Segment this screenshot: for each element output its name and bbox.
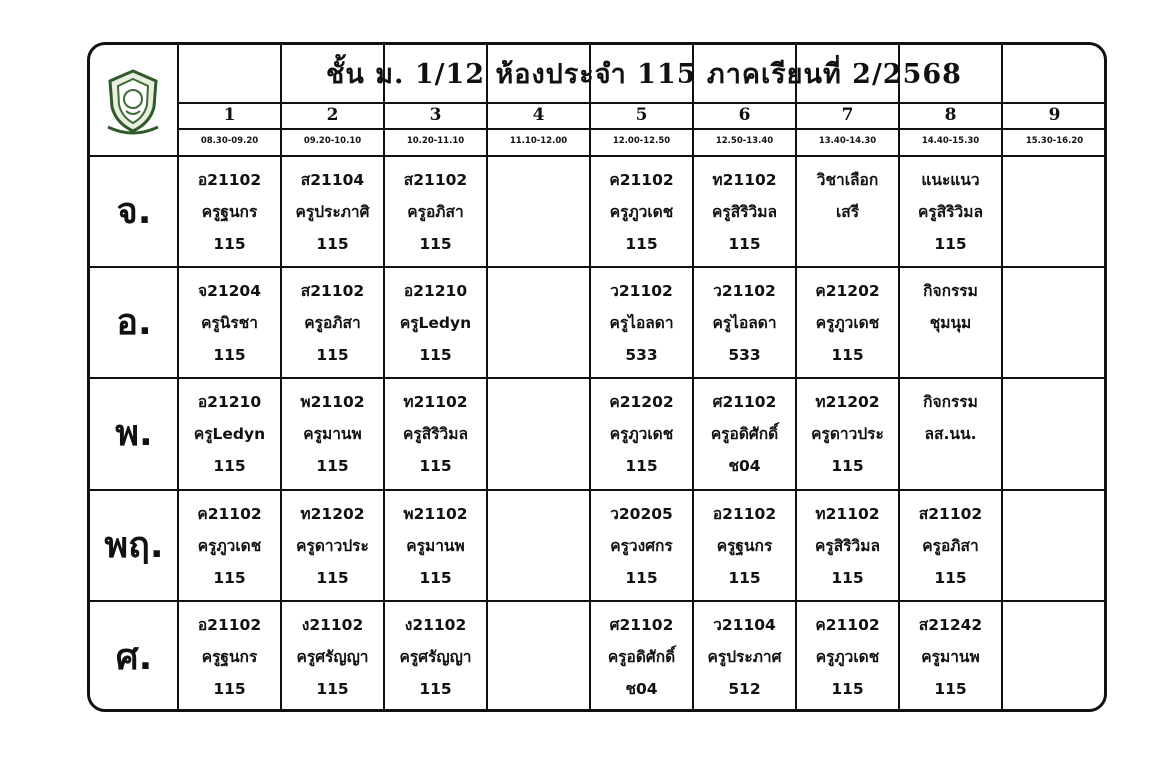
teacher-name: ครูสิริวิมล	[815, 537, 880, 555]
timetable-cell	[281, 609, 384, 705]
room-number: 115	[934, 235, 967, 253]
period-time: 12.50-13.40	[715, 136, 774, 146]
room-number	[487, 228, 590, 260]
period-number: 1	[223, 105, 236, 125]
subject-code	[1002, 498, 1107, 530]
period-time: 09.20-10.10	[303, 136, 362, 146]
room-number: 115	[316, 235, 349, 253]
subject-code: ท21202	[815, 393, 880, 411]
day-label: ศ.	[115, 637, 153, 678]
teacher-name	[1002, 418, 1107, 450]
teacher-name	[1002, 641, 1107, 673]
subject-code: ค21202	[815, 282, 880, 300]
day-label: จ.	[116, 191, 152, 232]
teacher-name: ครูอภิสา	[304, 314, 361, 332]
period-time: 13.40-14.30	[818, 136, 877, 146]
room-number: ช04	[625, 680, 658, 698]
subject-code: วิชาเลือก	[816, 171, 879, 189]
room-number: 115	[316, 569, 349, 587]
day-label: พ.	[115, 413, 153, 454]
subject-code	[1002, 609, 1107, 641]
subject-code: ค21102	[609, 171, 674, 189]
timetable-cell	[796, 498, 899, 594]
room-number: 115	[213, 680, 246, 698]
subject-code: ส21102	[918, 505, 983, 523]
room-number	[899, 450, 1002, 482]
subject-code	[487, 386, 590, 418]
subject-code: ง21102	[301, 616, 364, 634]
period-number: 9	[1048, 105, 1061, 125]
period-number: 3	[429, 105, 442, 125]
period-number: 4	[532, 105, 545, 125]
room-number: 115	[316, 457, 349, 475]
day-label: พฤ.	[104, 525, 164, 566]
subject-code: ศ21102	[609, 616, 674, 634]
subject-code: ค21102	[815, 616, 880, 634]
school-crest-icon	[104, 67, 162, 137]
room-number: 533	[728, 346, 761, 364]
period-number: 5	[635, 105, 648, 125]
subject-code: ง21102	[404, 616, 467, 634]
subject-code: ท21202	[300, 505, 365, 523]
timetable-cell	[796, 164, 899, 260]
teacher-name: ครูไอลดา	[609, 314, 674, 332]
subject-code: ว20205	[610, 505, 673, 523]
teacher-name: ครูมานพ	[921, 648, 980, 666]
teacher-name: ชุมนุม	[929, 314, 972, 332]
teacher-name: ครูอดิศักดิ์	[710, 425, 779, 443]
subject-code: จ21204	[197, 282, 261, 300]
subject-code: ส21104	[300, 171, 365, 189]
timetable-cell	[1002, 164, 1107, 260]
teacher-name: ครูดาวประ	[296, 537, 369, 555]
teacher-name: ครูประภาศิ	[295, 203, 370, 221]
teacher-name: ครูสิริวิมล	[712, 203, 777, 221]
room-number: 115	[419, 235, 452, 253]
teacher-name: ครูนิรชา	[201, 314, 258, 332]
period-time: 14.40-15.30	[921, 136, 980, 146]
row-divider	[90, 600, 1107, 602]
period-number: 7	[841, 105, 854, 125]
teacher-name: ครูฐนกร	[201, 203, 258, 221]
teacher-name: ลส.นน.	[924, 425, 977, 443]
teacher-name: ครูดาวประ	[811, 425, 884, 443]
timetable	[87, 42, 1107, 712]
timetable-cell	[693, 386, 796, 482]
room-number: 115	[625, 569, 658, 587]
subject-code: ศ21102	[712, 393, 777, 411]
teacher-name: ครูมานพ	[303, 425, 362, 443]
timetable-cell	[899, 609, 1002, 705]
teacher-name: เสรี	[835, 203, 860, 221]
period-time: 11.10-12.00	[509, 136, 568, 146]
timetable-cell	[693, 498, 796, 594]
timetable-cell	[487, 386, 590, 482]
room-number: 115	[213, 569, 246, 587]
period-time: 12.00-12.50	[612, 136, 671, 146]
timetable-grid	[90, 45, 1104, 709]
timetable-cell	[1002, 275, 1107, 371]
room-number	[899, 339, 1002, 371]
subject-code: อ21210	[403, 282, 468, 300]
teacher-name: ครูฐนกร	[201, 648, 258, 666]
teacher-name: ครูอภิสา	[407, 203, 464, 221]
timetable-cell	[590, 609, 693, 705]
subject-code: ว21104	[713, 616, 776, 634]
timetable-cell	[693, 609, 796, 705]
teacher-name	[487, 307, 590, 339]
teacher-name: ครูภูวเดช	[815, 314, 880, 332]
teacher-name: ครูภูวเดช	[609, 203, 674, 221]
timetable-cell	[1002, 609, 1107, 705]
timetable-cell	[487, 164, 590, 260]
room-number: 115	[728, 235, 761, 253]
teacher-name: ครูวงศกร	[610, 537, 673, 555]
teacher-name: ครูภูวเดช	[815, 648, 880, 666]
teacher-name: ครูศรัญญา	[399, 648, 472, 666]
timetable-cell	[178, 609, 281, 705]
subject-code: อ21102	[197, 616, 262, 634]
subject-code: อ21210	[197, 393, 262, 411]
timetable-cell	[693, 275, 796, 371]
room-number: 115	[728, 569, 761, 587]
timetable-cell	[590, 164, 693, 260]
room-number	[1002, 339, 1107, 371]
timetable-cell	[281, 386, 384, 482]
timetable-cell	[1002, 498, 1107, 594]
teacher-name: ครูสิริวิมล	[918, 203, 983, 221]
room-number: 115	[625, 457, 658, 475]
subject-code: ส21242	[918, 616, 983, 634]
timetable-cell	[178, 498, 281, 594]
subject-code: พ21102	[300, 393, 365, 411]
subject-code	[1002, 164, 1107, 196]
subject-code: ว21102	[610, 282, 673, 300]
room-number: 115	[213, 235, 246, 253]
room-number: 115	[419, 457, 452, 475]
period-time: 10.20-11.10	[406, 136, 465, 146]
timetable-cell	[487, 275, 590, 371]
room-number: 115	[316, 346, 349, 364]
room-number: 115	[213, 457, 246, 475]
timetable-cell	[178, 386, 281, 482]
room-number: 512	[728, 680, 761, 698]
subject-code	[1002, 275, 1107, 307]
room-number: 115	[419, 346, 452, 364]
row-divider	[90, 266, 1107, 268]
room-number	[487, 450, 590, 482]
teacher-name	[1002, 196, 1107, 228]
timetable-cell	[178, 164, 281, 260]
period-time: 15.30-16.20	[1025, 136, 1084, 146]
room-number: 115	[831, 569, 864, 587]
timetable-cell	[693, 164, 796, 260]
teacher-name: ครูฐนกร	[716, 537, 773, 555]
subject-code: อ21102	[712, 505, 777, 523]
subject-code: กิจกรรม	[923, 393, 978, 411]
timetable-cell	[487, 498, 590, 594]
period-number: 8	[944, 105, 957, 125]
teacher-name: ครูภูวเดช	[197, 537, 262, 555]
page-title: ชั้น ม. 1/12 ห้องประจำ 115 ภาคเรียนที่ 2/2568	[326, 59, 962, 90]
timetable-cell	[487, 609, 590, 705]
timetable-cell	[590, 498, 693, 594]
teacher-name	[487, 530, 590, 562]
subject-code: แนะแนว	[921, 171, 980, 189]
timetable-cell	[178, 275, 281, 371]
period-time: 08.30-09.20	[200, 136, 259, 146]
room-number	[1002, 450, 1107, 482]
teacher-name	[487, 418, 590, 450]
timetable-cell	[384, 386, 487, 482]
subject-code	[487, 275, 590, 307]
teacher-name	[487, 196, 590, 228]
room-number	[487, 673, 590, 705]
timetable-cell	[384, 498, 487, 594]
teacher-name: ครูศรัญญา	[296, 648, 369, 666]
timetable-cell	[899, 164, 1002, 260]
room-number	[487, 339, 590, 371]
timetable-cell	[899, 275, 1002, 371]
teacher-name: ครูสิริวิมล	[403, 425, 468, 443]
teacher-name: ครูมานพ	[406, 537, 465, 555]
teacher-name: ครูอภิสา	[922, 537, 979, 555]
timetable-cell	[590, 386, 693, 482]
room-number	[796, 228, 899, 260]
timetable-cell	[281, 498, 384, 594]
period-number: 2	[326, 105, 339, 125]
subject-code: พ21102	[403, 505, 468, 523]
room-number: 533	[625, 346, 658, 364]
subject-code: ค21102	[197, 505, 262, 523]
timetable-cell	[281, 275, 384, 371]
room-number	[487, 562, 590, 594]
room-number: 115	[316, 680, 349, 698]
teacher-name	[487, 641, 590, 673]
row-divider	[90, 377, 1107, 379]
teacher-name: ครูLedyn	[399, 314, 472, 332]
room-number	[1002, 562, 1107, 594]
teacher-name: ครูไอลดา	[712, 314, 777, 332]
subject-code	[1002, 386, 1107, 418]
subject-code: ท21102	[712, 171, 777, 189]
subject-code: กิจกรรม	[923, 282, 978, 300]
timetable-cell	[796, 386, 899, 482]
room-number: 115	[419, 680, 452, 698]
timetable-cell	[899, 386, 1002, 482]
timetable-cell	[899, 498, 1002, 594]
row-divider	[90, 489, 1107, 491]
subject-code: ส21102	[403, 171, 468, 189]
room-number: 115	[625, 235, 658, 253]
teacher-name: ครูLedyn	[193, 425, 266, 443]
subject-code: ท21102	[815, 505, 880, 523]
room-number: 115	[934, 680, 967, 698]
room-number	[1002, 673, 1107, 705]
room-number: 115	[419, 569, 452, 587]
teacher-name: ครูประภาศ	[707, 648, 782, 666]
room-number: 115	[831, 680, 864, 698]
room-number: 115	[934, 569, 967, 587]
subject-code	[487, 498, 590, 530]
teacher-name: ครูภูวเดช	[609, 425, 674, 443]
subject-code: ค21202	[609, 393, 674, 411]
timetable-cell	[384, 164, 487, 260]
timetable-cell	[281, 164, 384, 260]
timetable-cell	[590, 275, 693, 371]
subject-code: อ21102	[197, 171, 262, 189]
subject-code	[487, 164, 590, 196]
timetable-cell	[1002, 386, 1107, 482]
room-number: 115	[213, 346, 246, 364]
subject-code: ท21102	[403, 393, 468, 411]
timetable-cell	[796, 275, 899, 371]
room-number: 115	[831, 346, 864, 364]
teacher-name: ครูอดิศักดิ์	[607, 648, 676, 666]
teacher-name	[1002, 530, 1107, 562]
room-number: ช04	[728, 457, 761, 475]
subject-code: ว21102	[713, 282, 776, 300]
subject-code	[487, 609, 590, 641]
room-number	[1002, 228, 1107, 260]
timetable-cell	[384, 275, 487, 371]
subject-code: ส21102	[300, 282, 365, 300]
day-label: อ.	[116, 302, 152, 343]
room-number: 115	[831, 457, 864, 475]
timetable-cell	[384, 609, 487, 705]
teacher-name	[1002, 307, 1107, 339]
timetable-cell	[796, 609, 899, 705]
period-number: 6	[738, 105, 751, 125]
